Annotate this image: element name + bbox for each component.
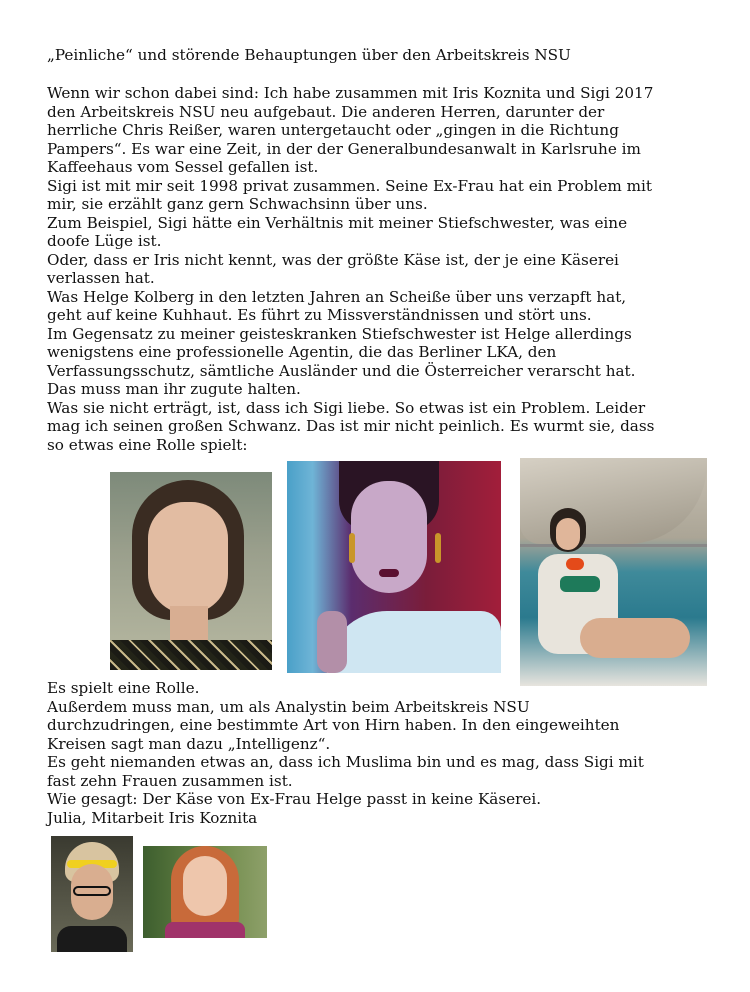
text-line: so etwas eine Rolle spielt: bbox=[47, 435, 248, 454]
document-title: „Peinliche“ und störende Behauptungen über den Arbeitskreis NSU bbox=[47, 46, 571, 64]
text-line: Es spielt eine Rolle. bbox=[47, 679, 200, 697]
text-line: Wenn wir schon dabei sind: Ich habe zusammen mit Iris Koznita und Sigi 2017 bbox=[47, 84, 654, 102]
text-line: Außerdem muss man, um als Analystin beim Arbeitskreis NSU bbox=[47, 697, 530, 716]
text-line: den Arbeitskreis NSU neu aufgebaut. Die anderen Herren, darunter der bbox=[47, 102, 605, 121]
text-line: Kreisen sagt man dazu „Intelligenz“. bbox=[47, 734, 331, 753]
text-line: geht auf keine Kuhhaut. Es führt zu Missverständnissen und stört uns. bbox=[47, 306, 592, 324]
text-line: durchzudringen, eine bestimmte Art von Hirn haben. In den eingeweihten bbox=[47, 716, 620, 734]
beach-photo bbox=[520, 458, 707, 686]
text-line: Im Gegensatz zu meiner geisteskranken Stiefschwester ist Helge allerdings bbox=[47, 324, 632, 343]
text-line: Es geht niemanden etwas an, dass ich Muslima bin und es mag, dass Sigi mit bbox=[47, 753, 644, 771]
text-block-top bbox=[47, 84, 727, 454]
text-line: Verfassungsschutz, sämtliche Ausländer und die Österreicher verarscht hat. bbox=[47, 361, 636, 380]
text-line: Was sie nicht erträgt, ist, dass ich Sigi liebe. So etwas ist ein Problem. Leider bbox=[47, 398, 646, 417]
signature-line: Julia, Mitarbeit Iris Koznita bbox=[47, 808, 258, 827]
text-line: doofe Lüge ist. bbox=[47, 232, 162, 250]
text-line: Wie gesagt: Der Käse von Ex-Frau Helge passt in keine Käserei. bbox=[47, 790, 542, 808]
text-block-bottom bbox=[47, 679, 727, 827]
text-line: Sigi ist mit mir seit 1998 privat zusammen. Seine Ex-Frau hat ein Problem mit bbox=[47, 176, 652, 195]
portrait-photo bbox=[143, 846, 267, 938]
text-line: Pampers“. Es war eine Zeit, in der der Generalbundesanwalt in Karlsruhe im bbox=[47, 139, 641, 158]
text-line: wenigstens eine professionelle Agentin, die das Berliner LKA, den bbox=[47, 343, 557, 361]
text-line: Zum Beispiel, Sigi hätte ein Verhältnis mit meiner Stiefschwester, was eine bbox=[47, 213, 628, 232]
text-line: mir, sie erzählt ganz gern Schwachsinn über uns. bbox=[47, 195, 428, 213]
text-line: Das muss man ihr zugute halten. bbox=[47, 380, 301, 398]
selfie-photo bbox=[51, 836, 133, 952]
text-line: Was Helge Kolberg in den letzten Jahren an Scheiße über uns verzapft hat, bbox=[47, 287, 627, 306]
text-line: verlassen hat. bbox=[47, 269, 155, 287]
text-line: herrliche Chris Reißer, waren untergetaucht oder „gingen in die Richtung bbox=[47, 121, 619, 139]
text-line: Kaffeehaus vom Sessel gefallen ist. bbox=[47, 158, 319, 176]
portrait-photo bbox=[110, 472, 272, 670]
portrait-photo bbox=[287, 461, 501, 673]
text-line: Oder, dass er Iris nicht kennt, was der größte Käse ist, der je eine Käserei bbox=[47, 250, 619, 269]
text-line: mag ich seinen großen Schwanz. Das ist mir nicht peinlich. Es wurmt sie, dass bbox=[47, 417, 655, 435]
text-line: fast zehn Frauen zusammen ist. bbox=[47, 771, 293, 790]
